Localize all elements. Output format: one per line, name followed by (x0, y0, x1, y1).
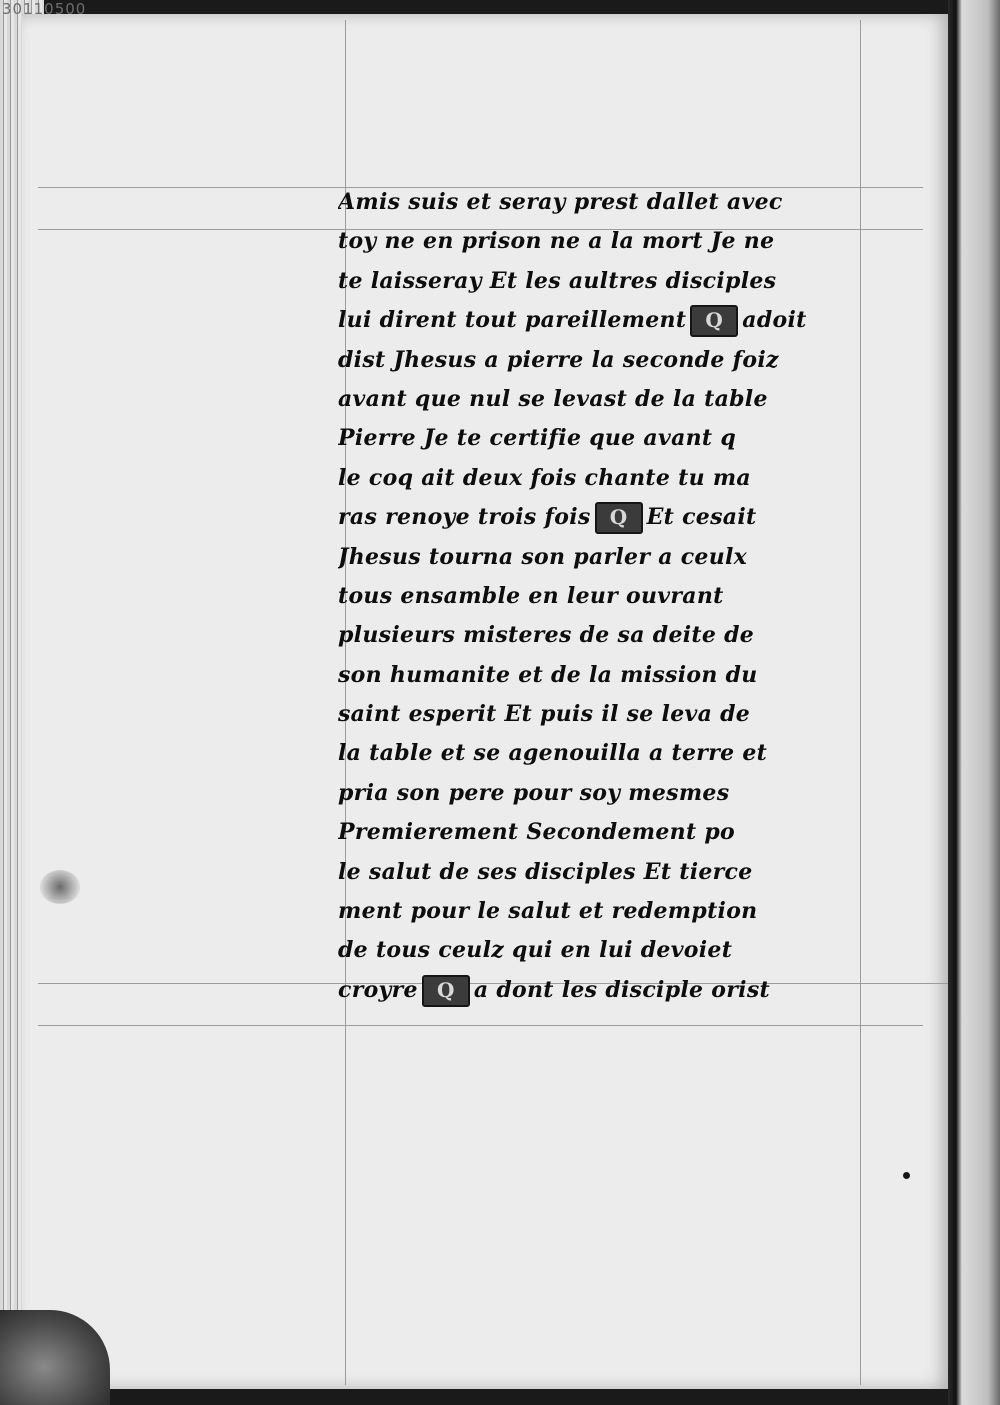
text-segment: ras renoye trois fois (338, 504, 591, 531)
text-segment: adoit (742, 307, 807, 334)
text-line: toy ne en prison ne a la mort Je ne (338, 228, 775, 255)
decorated-initial: Q (690, 305, 738, 337)
text-line: avant que nul se levast de la table (338, 385, 768, 412)
text-segment: lui dirent tout pareillement (338, 307, 687, 334)
text-line: son humanite et de la mission du (338, 661, 758, 688)
scan-id: 30110500 (2, 0, 87, 18)
text-segment: croyre (338, 976, 418, 1003)
text-line (338, 301, 888, 340)
text-segment: Et cesait (646, 504, 757, 531)
text-line (338, 971, 888, 1010)
text-line (338, 498, 888, 537)
text-line: Amis suis et seray prest dallet avec (338, 189, 783, 215)
text-line: Premierement Secondement po (338, 819, 736, 846)
stain (40, 870, 80, 904)
text-line: te laisseray Et les aultres disciples (338, 267, 777, 294)
decorated-initial: Q (422, 975, 470, 1007)
text-line: ment pour le salut et redemption (338, 898, 758, 925)
decorated-initial: Q (595, 502, 643, 534)
text-line: plusieurs misteres de sa deite de (338, 622, 755, 649)
ruling-bottom-2 (38, 1025, 923, 1026)
text-line: Pierre Je te certifie que avant q (338, 425, 737, 452)
text-line: la table et se agenouilla a terre et (338, 740, 768, 767)
text-line: Jhesus tourna son parler a ceulx (338, 543, 748, 570)
text-line: le coq ait deux fois chante tu ma (338, 464, 751, 491)
manuscript-text (338, 183, 888, 1010)
text-line: saint esperit Et puis il se leva de (338, 701, 751, 728)
book-spine (948, 0, 1000, 1405)
text-line: le salut de ses disciples Et tierce (338, 858, 753, 885)
text-line: de tous ceulz qui en lui devoiet (338, 937, 733, 964)
text-line: dist Jhesus a pierre la seconde foiz (338, 346, 779, 373)
text-line: pria son pere pour soy mesmes (338, 779, 730, 806)
text-segment: a dont les disciple orist (473, 976, 770, 1003)
text-line: tous ensamble en leur ouvrant (338, 582, 724, 609)
ink-dot (903, 1172, 910, 1179)
